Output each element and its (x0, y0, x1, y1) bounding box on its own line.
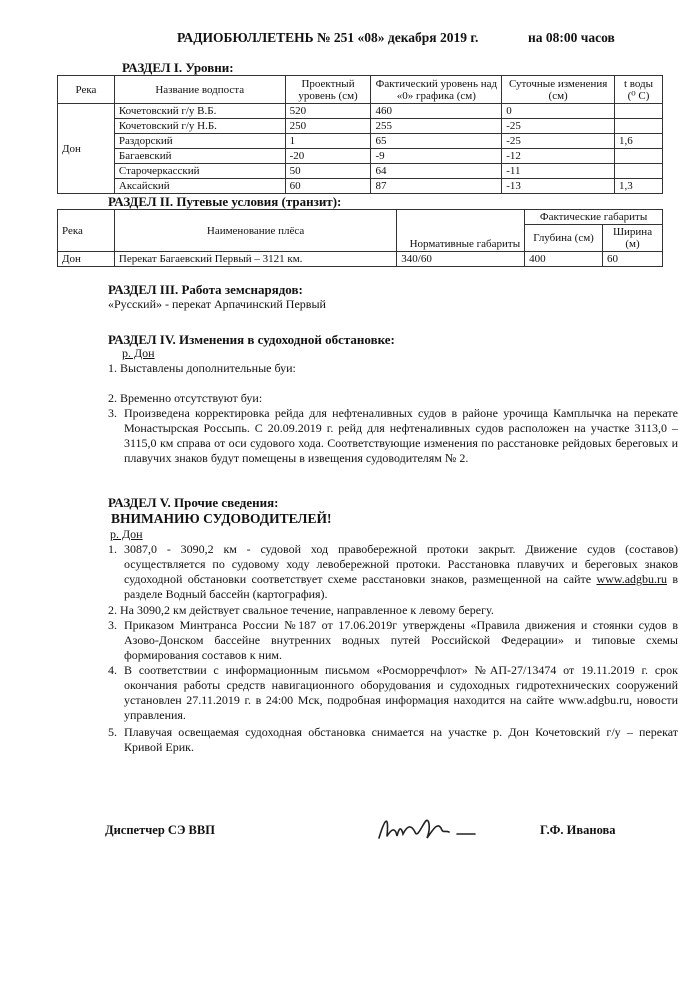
item-text: Плавучая освещаемая судоходная обстановка снимается на участке р. Дон Кочетовский г/у – перекат Кривой Ерик. (124, 725, 678, 754)
table-row (58, 179, 663, 194)
col-river: Река (58, 76, 115, 104)
daily-cell: -12 (502, 149, 615, 164)
width-cell: 60 (603, 252, 663, 267)
signature-image (375, 808, 485, 848)
bulletin-time: на 08:00 часов (528, 30, 615, 45)
dredger-text: «Русский» - перекат Арпачинский Первый (108, 297, 326, 311)
item-text: 3087,0 - 3090,2 км - судовой ход правобережной протоки закрыт. Движение судов (составов) осуществляется по судовому ходу левобережной протоки. Расстановка плавучих и береговых знаков судоходной обстановки соответствует схеме расстановки знаков, размещенной на сайте (124, 542, 678, 586)
site-link[interactable]: www.adgbu.ru (596, 572, 668, 586)
col-daily-change: Суточные изменения (см) (502, 76, 615, 104)
actual-cell: 87 (371, 179, 502, 194)
col-post: Название водпоста (114, 76, 285, 104)
dispatcher-position: Диспетчер СЭ ВВП (105, 823, 215, 837)
daily-cell: -25 (502, 134, 615, 149)
post-cell: Багаевский (114, 149, 285, 164)
col-water-temp: t воды (⁰ C) (615, 76, 663, 104)
section2-title: РАЗДЕЛ II. Путевые условия (транзит): (108, 194, 342, 209)
table-row (58, 104, 663, 119)
design-cell: 1 (285, 134, 371, 149)
attention-heading: ВНИМАНИЮ СУДОВОДИТЕЛЕЙ! (111, 511, 332, 526)
col-width: Ширина (м) (603, 225, 663, 252)
item-text: Выставлены дополнительные буи: (120, 361, 296, 375)
design-cell: -20 (285, 149, 371, 164)
temp-cell: 1,6 (615, 134, 663, 149)
actual-cell: 255 (371, 119, 502, 134)
bulletin-title: РАДИОБЮЛЛЕТЕНЬ № 251 «08» декабря 2019 г. (177, 30, 479, 45)
col-actual-dimensions: Фактические габариты (525, 210, 663, 225)
levels-table (57, 75, 663, 194)
list-item (108, 725, 678, 755)
col-actual-level: Фактический уровень над «0» графика (см) (371, 76, 502, 104)
design-cell: 520 (285, 104, 371, 119)
depth-cell: 400 (525, 252, 603, 267)
col-reach-name: Наименование плёса (114, 210, 396, 252)
daily-cell: -25 (502, 119, 615, 134)
temp-cell (615, 119, 663, 134)
actual-cell: -9 (371, 149, 502, 164)
list-item (108, 361, 296, 376)
item-number: 3. (108, 618, 117, 632)
river-cell: Дон (58, 252, 115, 267)
table-row (58, 119, 663, 134)
item-number: 4. (108, 663, 117, 677)
item-text: На 3090,2 км действует свальное течение, направленное к левому берегу. (120, 603, 494, 617)
list-item (108, 618, 678, 663)
temp-cell (615, 164, 663, 179)
item-number: 2. (108, 391, 117, 405)
post-cell: Аксайский (114, 179, 285, 194)
item-text: Приказом Минтранса России №187 от 17.06.2019г утверждены «Правила движения и стоянки судов в Азово-Донском бассейне внутренних водных путей Российской Федерации» и типовые схемы формирования составов к ним. (124, 618, 678, 662)
daily-cell: -13 (502, 179, 615, 194)
section1-title: РАЗДЕЛ I. Уровни: (122, 60, 234, 75)
actual-cell: 64 (371, 164, 502, 179)
item-text: Произведена корректировка рейда для нефтеналивных судов в районе урочища Камплычка на перекате Монастырская Россыпь. С 20.09.2019 г. рейд для нефтеналивных судов расположен на участке 3113,0 – 3115,0 км справа от оси судового хода. Соответствующие изменения по расстановке рейдовых береговых и плавучих знаков будут помещены в извещения судоводителям № 2. (124, 406, 678, 465)
post-cell: Раздорский (114, 134, 285, 149)
item-number: 3. (108, 406, 117, 420)
col-river: Река (58, 210, 115, 252)
item-number: 1. (108, 542, 117, 556)
item-number: 1. (108, 361, 117, 375)
col-depth: Глубина (см) (525, 225, 603, 252)
table-row (58, 149, 663, 164)
list-item (108, 542, 678, 602)
col-normative: Нормативные габариты (397, 210, 525, 252)
actual-cell: 65 (371, 134, 502, 149)
table-row (58, 252, 663, 267)
actual-cell: 460 (371, 104, 502, 119)
post-cell: Старочеркасский (114, 164, 285, 179)
design-cell: 60 (285, 179, 371, 194)
design-cell: 250 (285, 119, 371, 134)
list-item (108, 391, 262, 406)
list-item (108, 663, 678, 723)
section4-title: РАЗДЕЛ IV. Изменения в судоходной обстановке: (108, 332, 395, 347)
transit-table (57, 209, 663, 267)
section5-title: РАЗДЕЛ V. Прочие сведения: (108, 495, 279, 510)
design-cell: 50 (285, 164, 371, 179)
daily-cell: 0 (502, 104, 615, 119)
temp-cell: 1,3 (615, 179, 663, 194)
table-row (58, 134, 663, 149)
item-text: В соответствии с информационным письмом «Росморречфлот» №АП-27/13474 от 19.11.2019 г. срок окончания работы средств навигационного оборудования и судоходных гидротехнических сооружений установлен 27.11.2019 г. в 24:00 Мск, подробная информация находится на сайте www.adgbu.ru, новости управления. (124, 663, 678, 722)
daily-cell: -11 (502, 164, 615, 179)
item-number: 5. (108, 725, 117, 739)
river-cell: Дон (58, 104, 115, 194)
temp-cell (615, 104, 663, 119)
item-text-tail: в разделе Водный бассейн (картография). (124, 572, 679, 601)
levels-table-header (58, 76, 663, 104)
item-number: 2. (108, 603, 117, 617)
list-item (108, 406, 678, 466)
list-item (108, 603, 678, 618)
reach-cell: Перекат Багаевский Первый – 3121 км. (114, 252, 396, 267)
norm-cell: 340/60 (397, 252, 525, 267)
post-cell: Кочетовский г/у В.Б. (114, 104, 285, 119)
col-design-level: Проектный уровень (см) (285, 76, 371, 104)
table-row (58, 164, 663, 179)
temp-cell (615, 149, 663, 164)
item-text: Временно отсутствуют буи: (120, 391, 263, 405)
section4-river: р. Дон (122, 346, 155, 360)
section3-title: РАЗДЕЛ III. Работа земснарядов: (108, 282, 303, 297)
post-cell: Кочетовский г/у Н.Б. (114, 119, 285, 134)
dispatcher-name: Г.Ф. Иванова (540, 823, 616, 837)
transit-table-header (58, 210, 663, 225)
section5-river: р. Дон (110, 527, 143, 541)
